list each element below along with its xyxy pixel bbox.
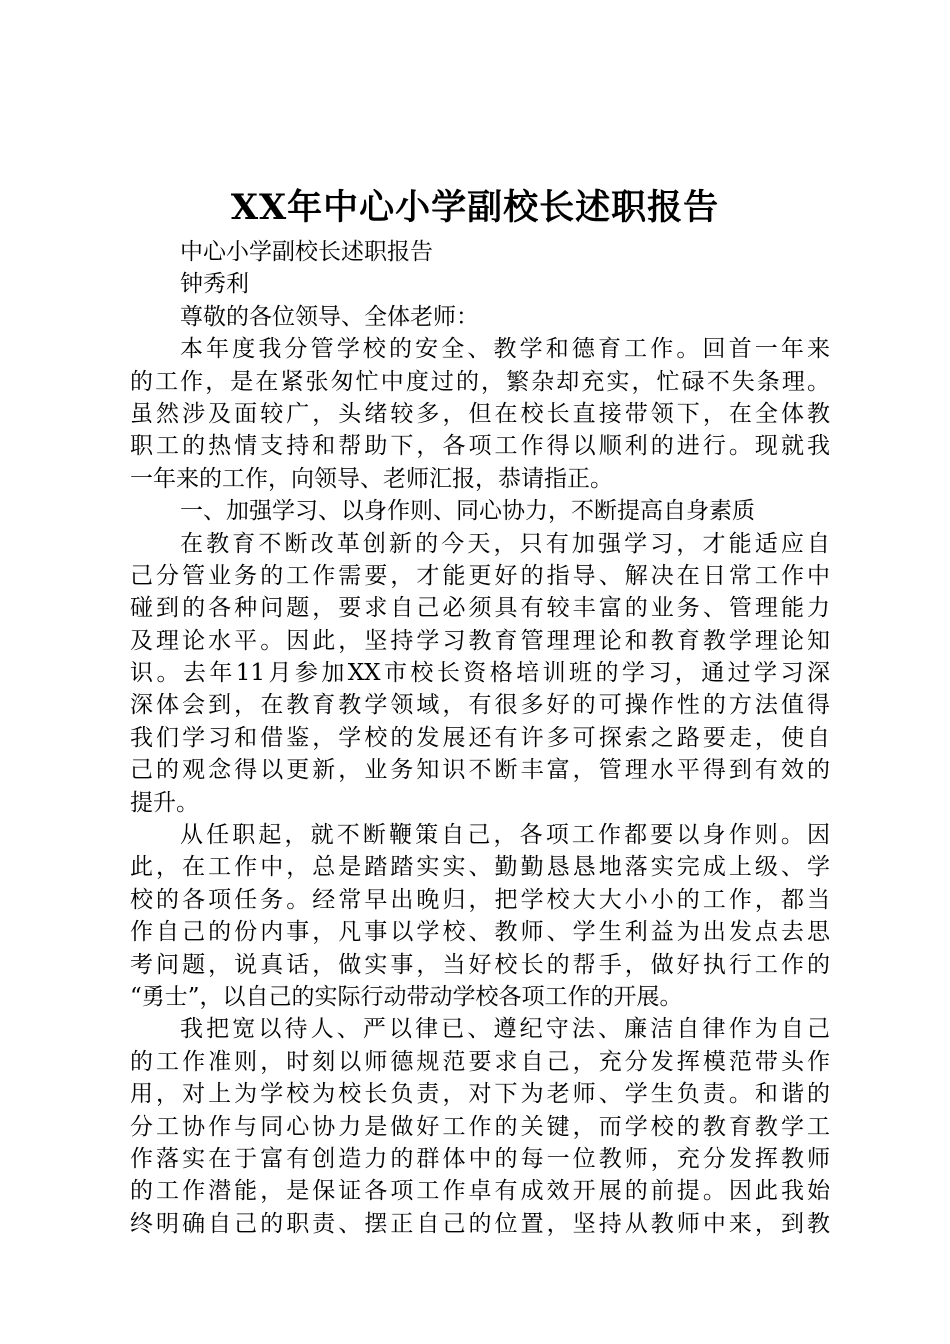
body-line: 作落实在于富有创造力的群体中的每一位教师，充分发挥教师 <box>130 1145 830 1172</box>
body-line: 的工作潜能，是保证各项工作卓有成效开展的前提。因此我始 <box>130 1178 830 1205</box>
body-line: 校的各项任务。经常早出晚归，把学校大大小小的工作，都当 <box>130 886 830 913</box>
body-line: 钟秀利 <box>180 271 249 298</box>
body-line: 的工作，是在紧张匆忙中度过的，繁杂却充实，忙碌不失条理。 <box>130 368 830 395</box>
body-line: 及理论水平。因此，坚持学习教育管理理论和教育教学理论知 <box>130 627 830 654</box>
body-line: 职工的热情支持和帮助下，各项工作得以顺利的进行。现就我 <box>130 433 830 460</box>
body-line: 一年来的工作，向领导、老师汇报，恭请指正。 <box>130 465 613 492</box>
body-line: 己分管业务的工作需要，才能更好的指导、解决在日常工作中 <box>130 562 830 589</box>
document-title: XX年中心小学副校长述职报告 <box>230 187 720 228</box>
body-line: “勇士”，以自己的实际行动带动学校各项工作的开展。 <box>130 983 683 1010</box>
document-body <box>130 236 830 1240</box>
body-line: 己的观念得以更新，业务知识不断丰富，管理水平得到有效的 <box>130 757 830 784</box>
body-line: 分工协作与同心协力是做好工作的关键，而学校的教育教学工 <box>130 1113 830 1140</box>
body-line: 用，对上为学校为校长负责，对下为老师、学生负责。和谐的 <box>130 1081 830 1108</box>
body-line: 一、加强学习、以身作则、同心协力，不断提高自身素质 <box>180 498 755 525</box>
body-line: 的工作准则，时刻以师德规范要求自己，充分发挥模范带头作 <box>130 1048 830 1075</box>
body-line: 考问题，说真话，做实事，当好校长的帮手，做好执行工作的 <box>130 951 830 978</box>
body-line: 深体会到，在教育教学领域，有很多好的可操作性的方法值得 <box>130 692 830 719</box>
body-line: 尊敬的各位领导、全体老师： <box>180 303 479 330</box>
body-line: 虽然涉及面较广，头绪较多，但在校长直接带领下，在全体教 <box>130 400 830 427</box>
body-line: 我们学习和借鉴，学校的发展还有许多可探索之路要走，使自 <box>130 724 830 751</box>
body-line: 中心小学副校长述职报告 <box>180 239 433 265</box>
body-line: 我把宽以待人、严以律已、遵纪守法、廉洁自律作为自己 <box>180 1016 830 1043</box>
body-line: 此，在工作中，总是踏踏实实、勤勤恳恳地落实完成上级、学 <box>130 854 830 881</box>
body-line: 终明确自己的职责、摆正自己的位置，坚持从教师中来，到教 <box>130 1210 830 1237</box>
body-line: 作自己的份内事，凡事以学校、教师、学生利益为出发点去思 <box>130 919 830 946</box>
body-line: 提升。 <box>130 789 199 816</box>
body-line: 本年度我分管学校的安全、教学和德育工作。回首一年来 <box>180 336 830 363</box>
body-line: 从任职起，就不断鞭策自己，各项工作都要以身作则。因 <box>180 822 830 849</box>
body-line: 识。去年11月参加XX市校长资格培训班的学习，通过学习深 <box>130 660 830 687</box>
body-line: 在教育不断改革创新的今天，只有加强学习，才能适应自 <box>180 530 830 557</box>
body-line: 碰到的各种问题，要求自己必须具有较丰富的业务、管理能力 <box>130 595 830 622</box>
